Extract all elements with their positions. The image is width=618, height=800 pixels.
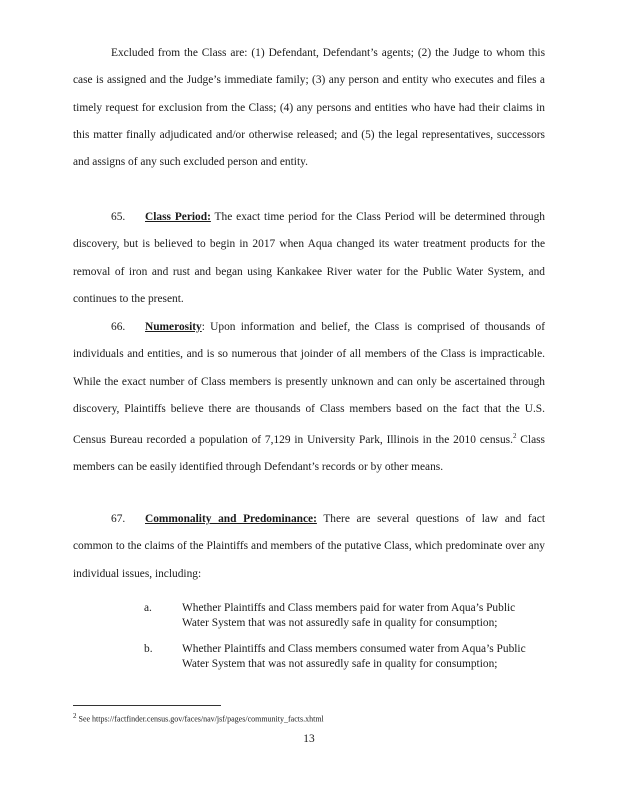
list-item: b. Whether Plaintiffs and Class members consumed water from Aqua’s Public Water System that was not assuredly safe in quality for consumption; <box>144 643 526 670</box>
section-heading: Class Period: <box>145 211 211 223</box>
issues-list <box>144 601 544 671</box>
section-heading: Commonality and Predominance: <box>145 513 317 525</box>
page-number: 13 <box>303 733 315 745</box>
footnote-reference: 2 <box>512 432 517 441</box>
paragraph-67: 67. Commonality and Predominance: There are several questions of law and fact common to the claims of the Plaintiffs and members of the putative Class, which predominate over any individual issues, including: <box>73 506 545 588</box>
paragraph-65: 65. Class Period: The exact time period for the Class Period will be determined through discovery, but is believed to begin in 2017 when Aqua changed its water treatment products for the removal of iron and rust and began using Kankakee River water for the Public Water System, and continues to the present. <box>73 204 545 313</box>
footnote-link[interactable]: See https://factfinder.census.gov/faces/nav/jsf/pages/community_facts.xhtml <box>76 714 324 724</box>
footnote-divider <box>73 705 221 706</box>
paragraph-number: 67. <box>111 513 126 525</box>
footnote: $^2$ See https://factfinder.census.gov/faces/nav/jsf/pages/community_facts.xhtml <box>73 712 324 724</box>
list-item: a. Whether Plaintiffs and Class members paid for water from Aqua’s Public Water System that was not assuredly safe in quality for consumption; <box>144 602 516 629</box>
paragraph-number: 65. <box>111 211 126 223</box>
paragraph-number: 66. <box>111 321 126 333</box>
paragraph-66: 66. Numerosity: Upon information and belief, the Class is comprised of thousands of individuals and entities, and is so numerous that joinder of all members of the Class is impracticable. While the exact number of Class members is presently unknown and can only be ascertained through discovery, Plaintiffs believe there are thousands of Class members based on the fact that the U.S. Census Bureau recorded a population of 7,129 in University Park, Illinois in the 2010 census.$^2$ Class members can be easily identified through Defendant’s records or by other means. <box>73 314 545 482</box>
section-heading: Numerosity <box>145 321 202 333</box>
paragraph-excluded: Excluded from the Class are: (1) Defendant, Defendant’s agents; (2) the Judge to whom this case is assigned and the Judge’s immediate family; (3) any person and entity who executes and files a timely request for exclusion from the Class; (4) any persons and entities who have had their claims in this matter finally adjudicated and/or otherwise released; and (5) the legal representatives, successors and assigns of any such excluded person and entity. <box>73 47 545 169</box>
